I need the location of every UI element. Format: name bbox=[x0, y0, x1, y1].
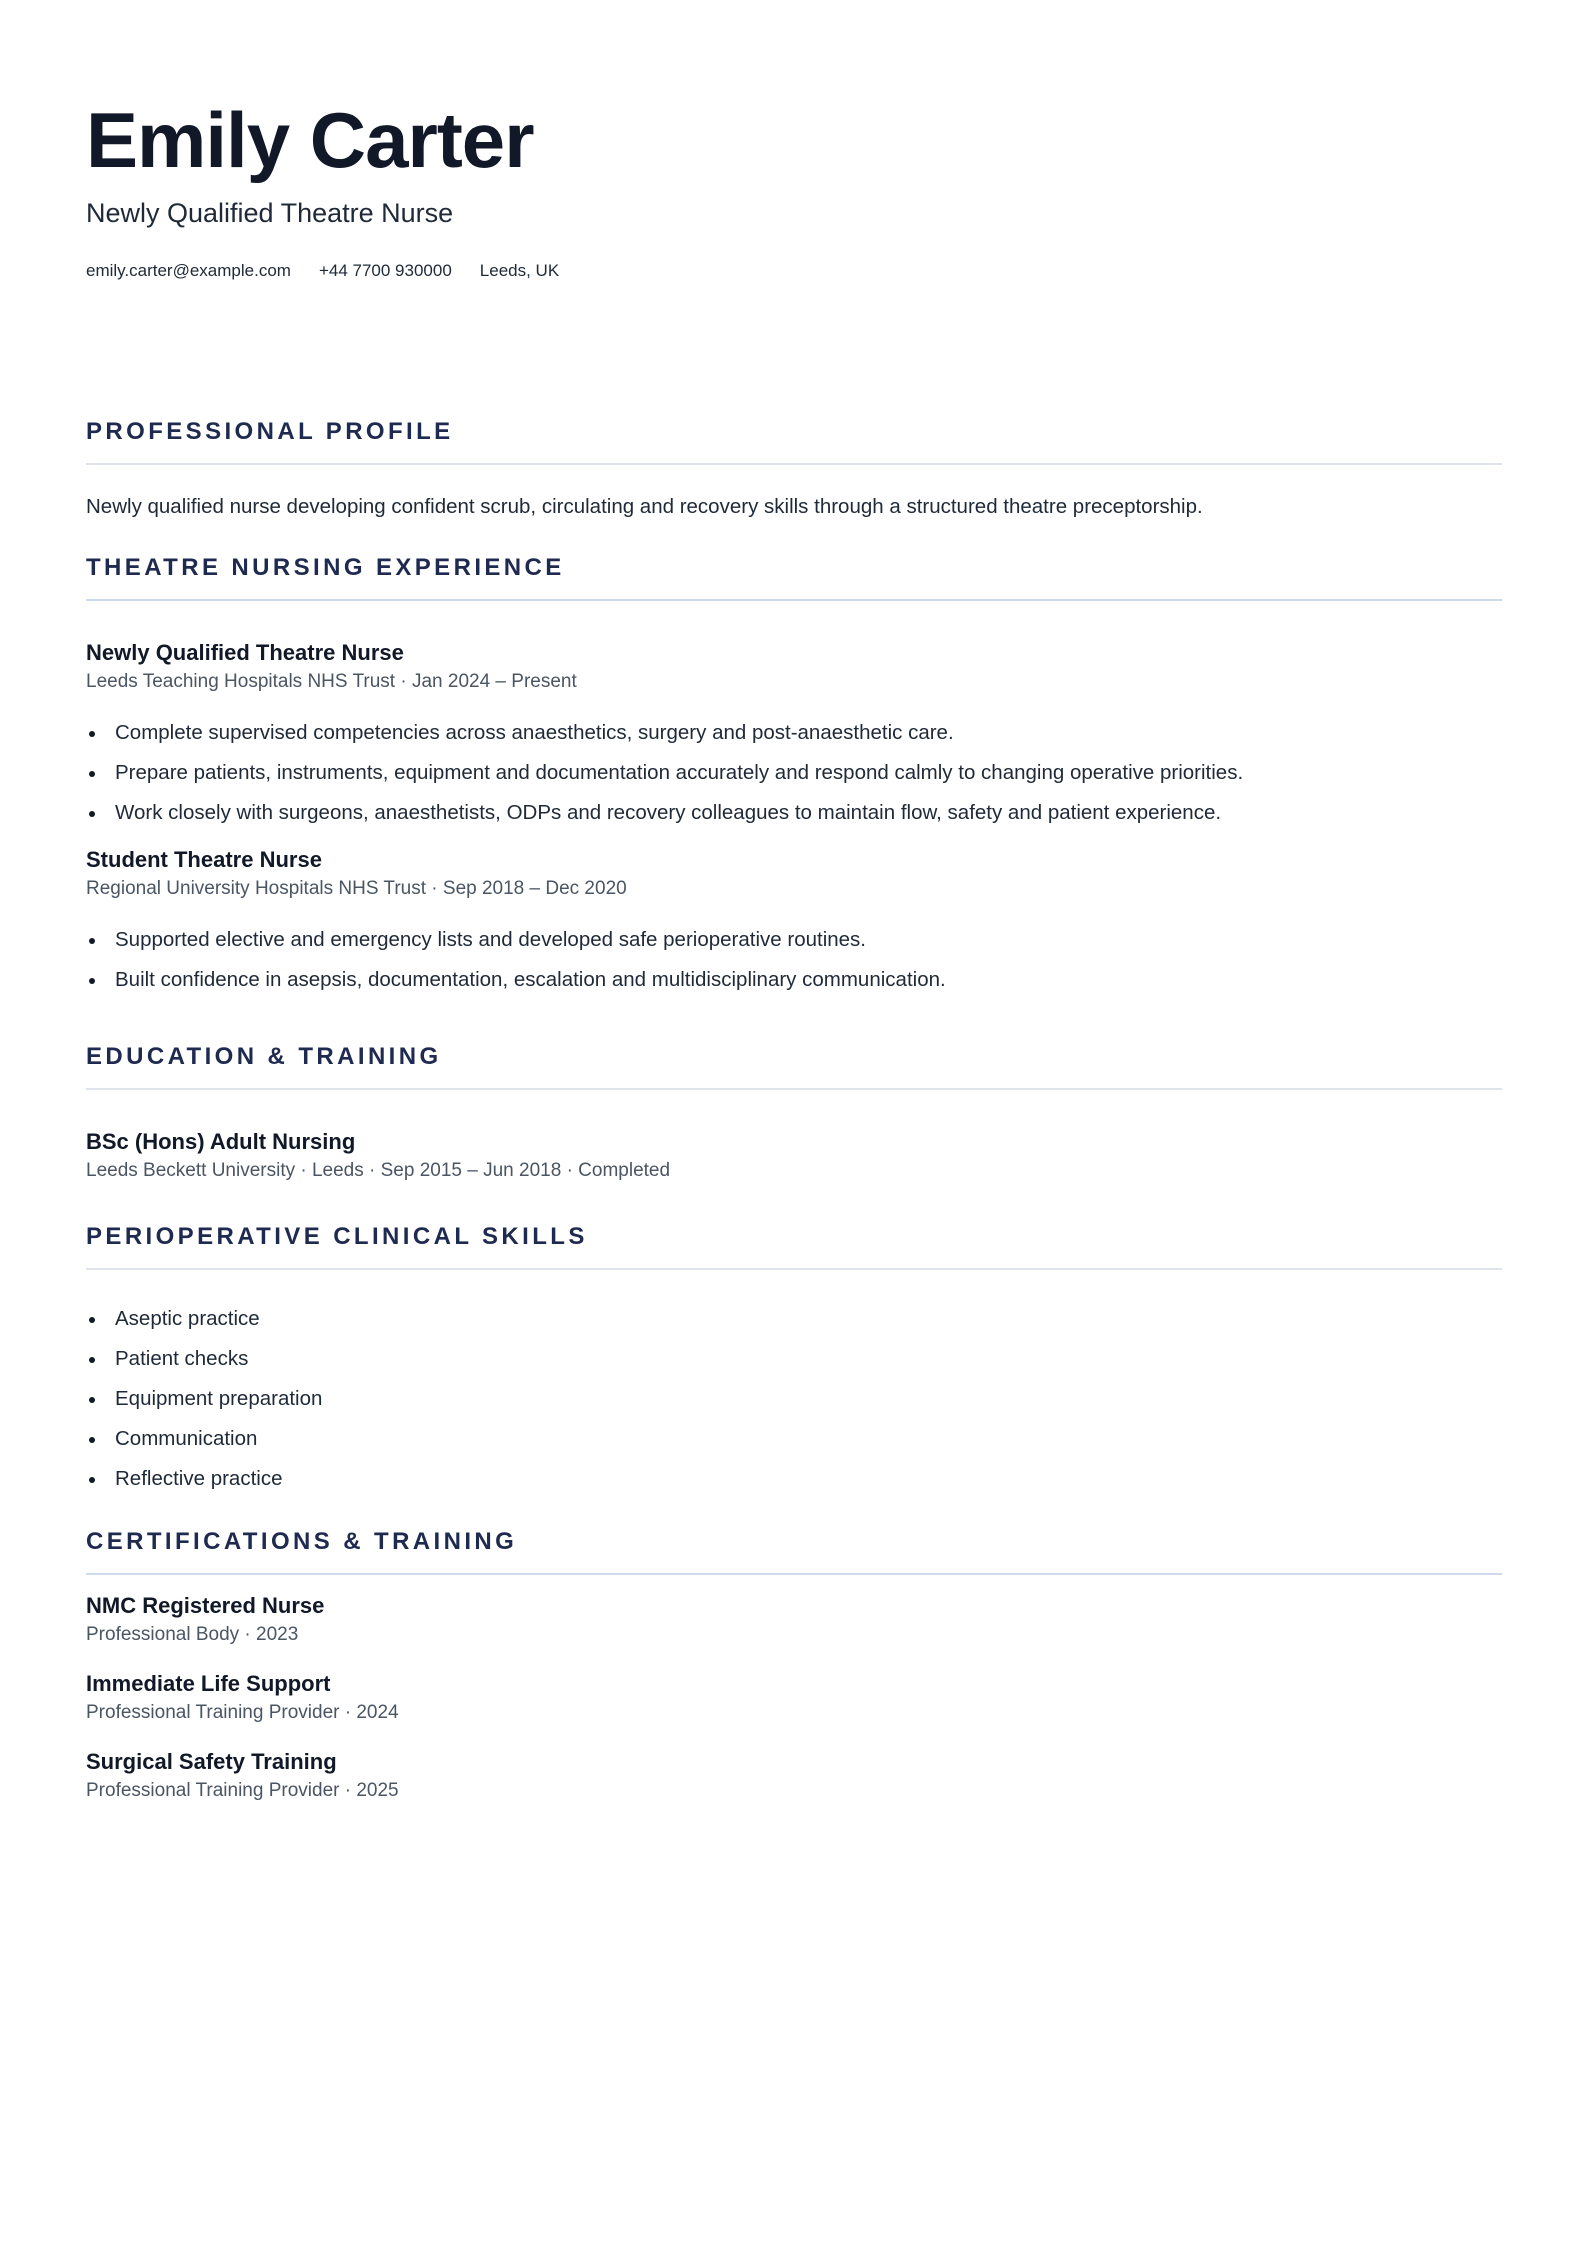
list-item: Aseptic practice bbox=[86, 1299, 1502, 1339]
section-title: EDUCATION & TRAINING bbox=[86, 1043, 442, 1070]
section-title: PROFESSIONAL PROFILE bbox=[86, 418, 454, 445]
section-divider bbox=[86, 1573, 1502, 1575]
experience-section bbox=[86, 552, 1502, 1000]
certification-meta: Professional Training Provider · 2025 bbox=[86, 1780, 399, 1801]
list-item: Patient checks bbox=[86, 1339, 1502, 1379]
job-meta: Leeds Teaching Hospitals NHS Trust · Jan 2024 – Present bbox=[86, 671, 577, 692]
certifications-section bbox=[86, 1526, 1502, 1805]
certification-meta: Professional Body · 2023 bbox=[86, 1624, 299, 1645]
list-item: Reflective practice bbox=[86, 1459, 1502, 1499]
job-bullets bbox=[86, 713, 1502, 833]
list-item: Prepare patients, instruments, equipment and documentation accurately and respond calmly to changing operative priorities. bbox=[86, 753, 1502, 793]
candidate-headline: Newly Qualified Theatre Nurse bbox=[86, 198, 454, 228]
section-title: THEATRE NURSING EXPERIENCE bbox=[86, 554, 565, 581]
job-title: Student Theatre Nurse bbox=[86, 847, 322, 872]
list-item: Built confidence in asepsis, documentation, escalation and multidisciplinary communication. bbox=[86, 960, 1502, 1000]
section-title: PERIOPERATIVE CLINICAL SKILLS bbox=[86, 1223, 588, 1250]
certification-name: NMC Registered Nurse bbox=[86, 1593, 325, 1618]
degree-title: BSc (Hons) Adult Nursing bbox=[86, 1129, 356, 1154]
section-title: CERTIFICATIONS & TRAINING bbox=[86, 1528, 518, 1555]
list-item: Communication bbox=[86, 1419, 1502, 1459]
skills-section bbox=[86, 1221, 1502, 1499]
skills-list bbox=[86, 1299, 1502, 1499]
contact-location: Leeds, UK bbox=[479, 261, 560, 280]
section-divider bbox=[86, 463, 1502, 465]
job-meta: Regional University Hospitals NHS Trust · Sep 2018 – Dec 2020 bbox=[86, 878, 627, 899]
list-item: Supported elective and emergency lists and developed safe perioperative routines. bbox=[86, 920, 1502, 960]
certification-entry bbox=[86, 1669, 1502, 1727]
section-divider bbox=[86, 1268, 1502, 1270]
section-divider bbox=[86, 1088, 1502, 1090]
profile-text: Newly qualified nurse developing confident scrub, circulating and recovery skills through a structured theatre preceptorship. bbox=[86, 495, 1203, 518]
certification-name: Surgical Safety Training bbox=[86, 1749, 337, 1774]
list-item: Work closely with surgeons, anaesthetists, ODPs and recovery colleagues to maintain flow, safety and patient experience. bbox=[86, 793, 1502, 833]
job-title: Newly Qualified Theatre Nurse bbox=[86, 640, 404, 665]
certification-meta: Professional Training Provider · 2024 bbox=[86, 1702, 399, 1723]
certification-entry bbox=[86, 1591, 1502, 1649]
list-item: Complete supervised competencies across anaesthetics, surgery and post-anaesthetic care. bbox=[86, 713, 1502, 753]
contact-email[interactable]: emily.carter@example.com bbox=[86, 261, 291, 280]
certification-entry bbox=[86, 1747, 1502, 1805]
education-entry bbox=[86, 1127, 1502, 1185]
job-bullets bbox=[86, 920, 1502, 1000]
education-section bbox=[86, 1041, 1502, 1185]
profile-section bbox=[86, 416, 1502, 522]
candidate-name: Emily Carter bbox=[86, 96, 534, 184]
job-entry bbox=[86, 845, 1502, 1000]
contact-phone[interactable]: +44 7700 930000 bbox=[318, 261, 452, 280]
education-meta: Leeds Beckett University · Leeds · Sep 2015 – Jun 2018 · Completed bbox=[86, 1160, 671, 1181]
job-entry bbox=[86, 638, 1502, 833]
list-item: Equipment preparation bbox=[86, 1379, 1502, 1419]
contact-info bbox=[86, 259, 559, 283]
section-divider bbox=[86, 599, 1502, 601]
certification-name: Immediate Life Support bbox=[86, 1671, 331, 1696]
